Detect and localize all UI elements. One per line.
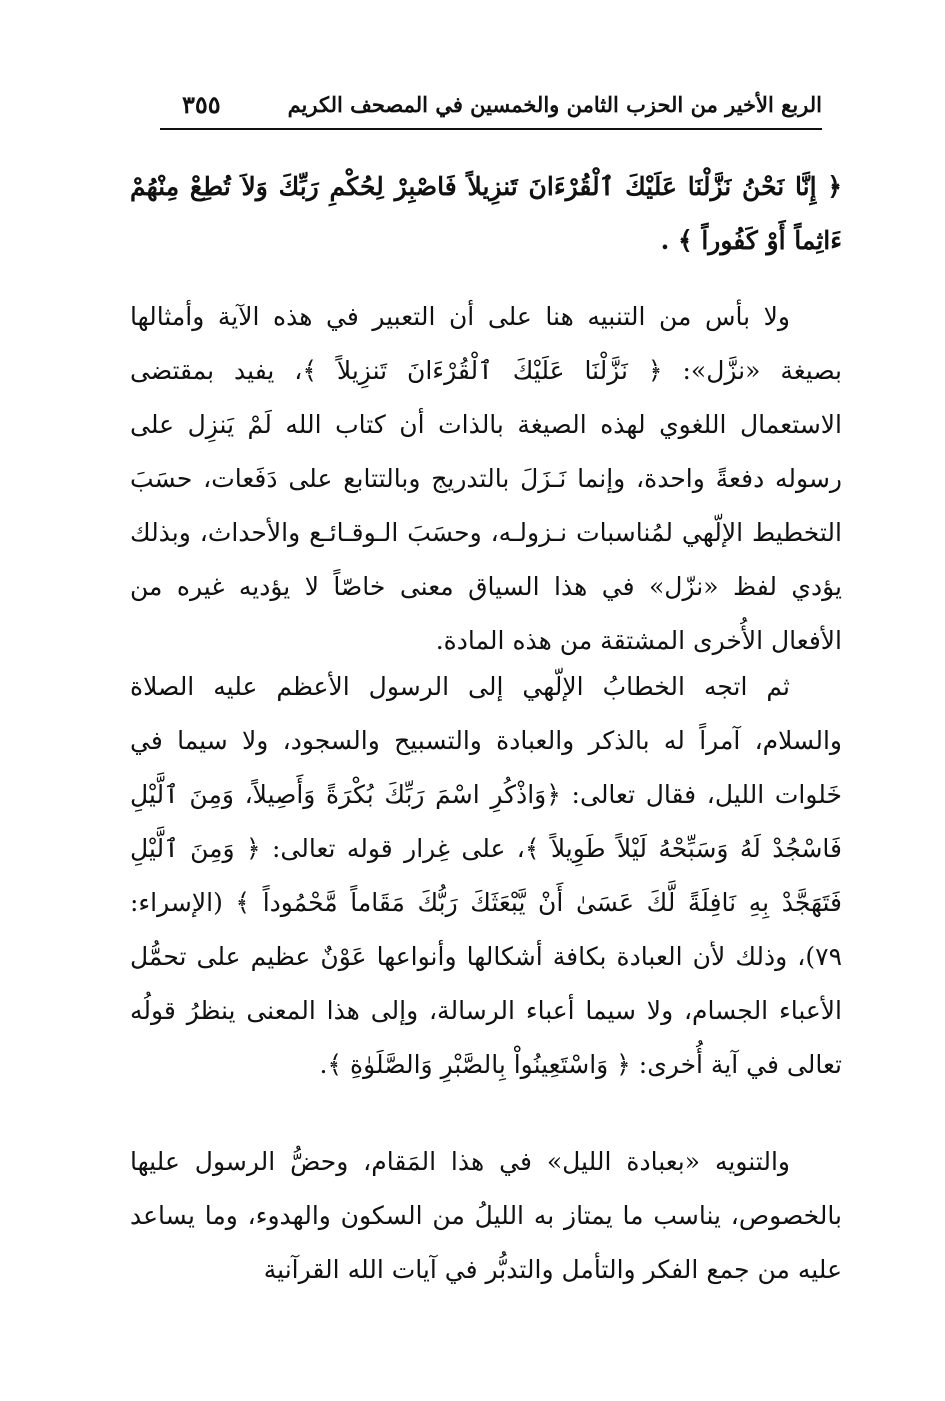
page-number: ٣٥٥	[182, 90, 221, 119]
header-title: الربع الأخير من الحزب الثامن والخمسين في المصحف الكريم	[287, 92, 822, 117]
commentary-block-1	[130, 290, 842, 668]
body-paragraph: ولا بأس من التنبيه هنا على أن التعبير في هذه الآية وأمثالها بصيغة «نزَّل»: ﴿ نَزَّلْنَا عَلَيْكَ ٱلْقُرْءَانَ تَنزِيلاً ﴾، يفيد بمقتضى الاستعمال اللغوي لهذه الصيغة بالذات أن كتاب الله لَمْ يَنزِل على رسوله دفعةً واحدة، وإنما نَـزَلَ بالتدريج وبالتتابع على دَفَعات، حسَبَ التخطيط الإلّهي لمُناسبات نـزولـه، وحسَبَ الـوقـائـع والأحداث، وبذلك يؤدي لفظ «نزّل» في هذا السياق معنى خاصّاً لا يؤديه غيره من الأفعال الأُخرى المشتقة من هذه المادة.	[130, 302, 842, 655]
commentary-block-2	[130, 660, 842, 1092]
verse-block	[130, 160, 842, 268]
commentary-block-3	[130, 1135, 842, 1297]
quran-verse-paragraph: ﴿ إِنَّا نَحْنُ نَزَّلْنَا عَلَيْكَ ٱلْقُرْءَانَ تَنزِيلاً فَاصْبِرْ لِحُكْمِ رَبِّكَ وَلاَ تُطِعْ مِنْهُمْ ءَاثِماً أَوْ كَفُوراً ﴾ .	[130, 172, 842, 255]
body-paragraph: ثم اتجه الخطابُ الإلّهي إلى الرسول الأعظم عليه الصلاة والسلام، آمراً له بالذكر والعبادة والتسبيح والسجود، ولا سيما في خَلوات الليل، فقال تعالى: ﴿وَاذْكُرِ اسْمَ رَبِّكَ بُكْرَةً وَأَصِيلاً، وَمِنَ ٱلَّيْلِ فَاسْجُدْ لَهُ وَسَبِّحْهُ لَيْلاً طَوِيلاً ﴾، على غِرار قوله تعالى: ﴿ وَمِنَ ٱلَّيْلِ فَتَهَجَّدْ بِهِ نَافِلَةً لَّكَ عَسَىٰ أَنْ يَّبْعَثَكَ رَبُّكَ مَقَاماً مَّحْمُوداً ﴾ (الإسراء: ٧٩)، وذلك لأن العبادة بكافة أشكالها وأنواعها عَوْنٌ عظيم على تحمُّل الأعباء الجسام، ولا سيما أعباء الرسالة، وإلى هذا المعنى ينظرُ قولُه تعالى في آية أُخرى: ﴿ وَاسْتَعِينُواْ بِالصَّبْرِ وَالصَّلَوٰةِ ﴾.	[130, 672, 842, 1079]
body-paragraph: والتنويه «بعبادة الليل» في هذا المَقام، وحضُّ الرسول عليها بالخصوص، يناسب ما يمتاز به الليلُ من السكون والهدوء، وما يساعد عليه من جمع الفكر والتأمل والتدبُّر في آيات الله القرآنية	[130, 1147, 842, 1284]
running-header	[160, 92, 822, 130]
